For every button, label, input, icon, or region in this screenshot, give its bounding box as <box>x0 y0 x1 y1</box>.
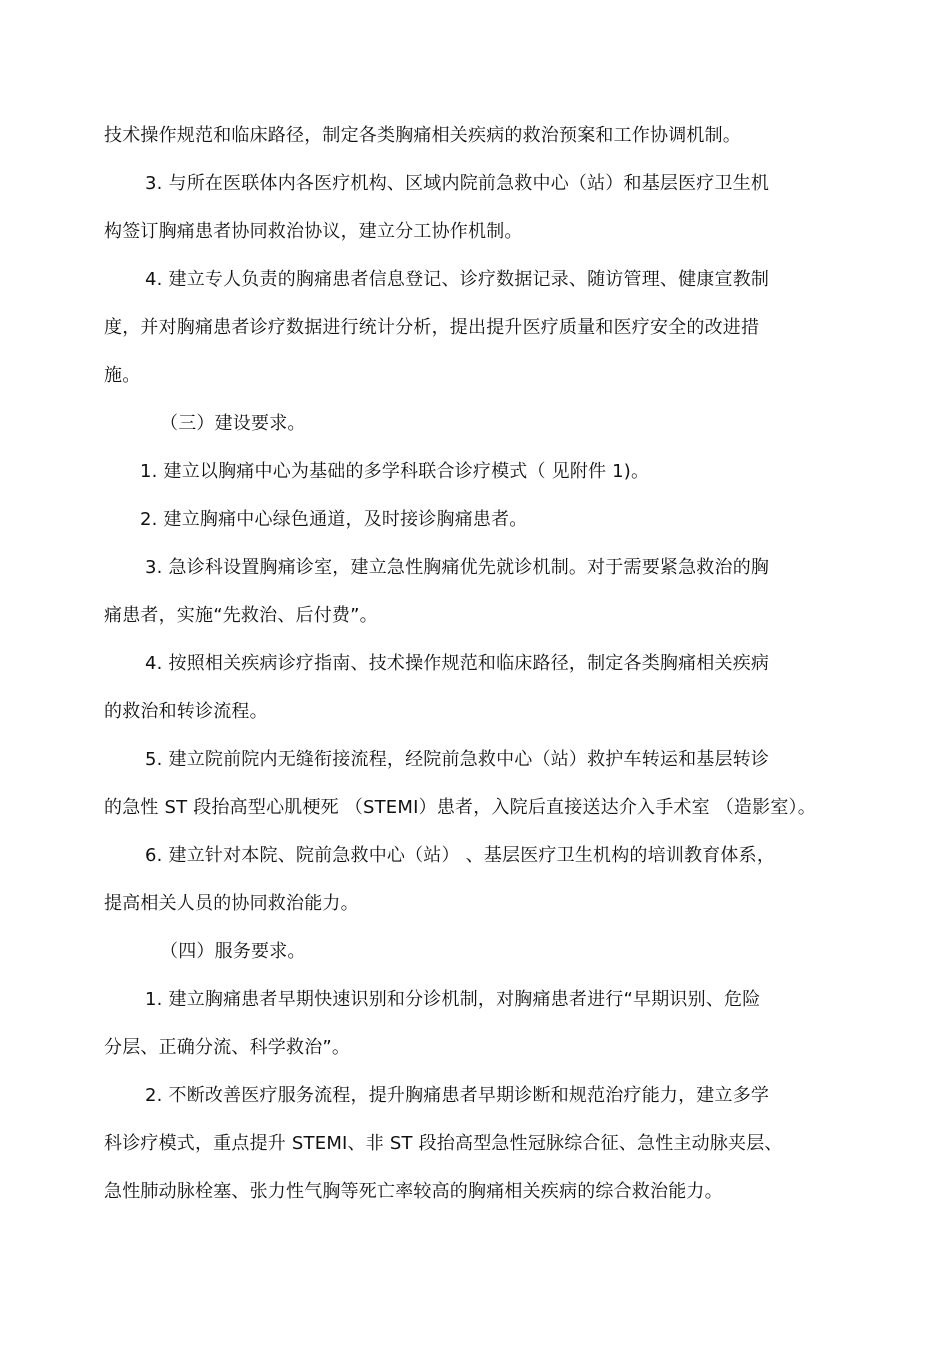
text-line: 3. 与所在医联体内各医疗机构、区域内院前急救中心（站）和基层医疗卫生机 <box>145 173 770 194</box>
text-line: 痛患者，实施“先救治、后付费”。 <box>104 605 378 626</box>
text-line: 5. 建立院前院内无缝衔接流程，经院前急救中心（站）救护车转运和基层转诊 <box>145 749 770 770</box>
text-line: 2. 不断改善医疗服务流程，提升胸痛患者早期诊断和规范治疗能力，建立多学 <box>145 1085 770 1106</box>
text-line: 1. 建立胸痛患者早期快速识别和分诊机制，对胸痛患者进行“早期识别、危险 <box>145 989 761 1010</box>
text-line: 1. 建立以胸痛中心为基础的多学科联合诊疗模式（ 见附件 1)。 <box>140 461 650 482</box>
text-line: 的急性 ST 段抬高型心肌梗死 （STEMI）患者，入院后直接送达介入手术室 （造影室）。 <box>104 797 816 818</box>
text-line: 度，并对胸痛患者诊疗数据进行统计分析，提出提升医疗质量和医疗安全的改进措 <box>104 317 760 338</box>
text-line: 2. 建立胸痛中心绿色通道，及时接诊胸痛患者。 <box>140 509 528 530</box>
text-line: 科诊疗模式，重点提升 STEMI、非 ST 段抬高型急性冠脉综合征、急性主动脉夹层、 <box>104 1133 783 1154</box>
section-heading: （三）建设要求。 <box>160 413 306 434</box>
text-line: 6. 建立针对本院、院前急救中心（站） 、基层医疗卫生机构的培训教育体系， <box>145 845 776 866</box>
text-line: 4. 建立专人负责的胸痛患者信息登记、诊疗数据记录、随访管理、健康宣教制 <box>145 269 770 290</box>
text-line: 施。 <box>104 365 141 386</box>
text-line: 提高相关人员的协同救治能力。 <box>104 893 359 914</box>
text-line: 技术操作规范和临床路径，制定各类胸痛相关疾病的救治预案和工作协调机制。 <box>104 125 741 146</box>
text-line: 4. 按照相关疾病诊疗指南、技术操作规范和临床路径，制定各类胸痛相关疾病 <box>145 653 770 674</box>
text-line: 分层、正确分流、科学救治”。 <box>104 1037 351 1058</box>
text-line: 急性肺动脉栓塞、张力性气胸等死亡率较高的胸痛相关疾病的综合救治能力。 <box>104 1181 723 1202</box>
text-line: 的救治和转诊流程。 <box>104 701 268 722</box>
section-heading: （四）服务要求。 <box>160 941 306 962</box>
text-line: 3. 急诊科设置胸痛诊室，建立急性胸痛优先就诊机制。对于需要紧急救治的胸 <box>145 557 770 578</box>
text-line: 构签订胸痛患者协同救治协议，建立分工协作机制。 <box>104 221 523 242</box>
